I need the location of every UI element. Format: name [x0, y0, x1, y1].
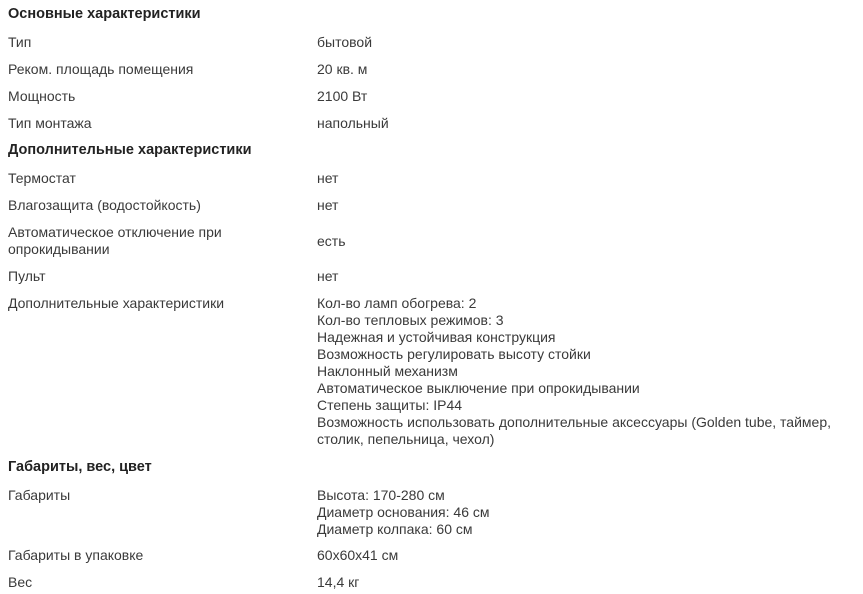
spec-label: Габариты в упаковке	[8, 547, 144, 563]
spec-value-line: 20 кв. м	[317, 61, 368, 77]
spec-value-line: нет	[317, 197, 339, 213]
spec-value	[317, 170, 861, 187]
spec-value-line: Возможность использовать дополнительные аксессуары (Golden tube, таймер, столик, пепельница, чехол)	[317, 414, 832, 447]
spec-value-line: Надежная и устойчивая конструкция	[317, 329, 556, 345]
spec-label: Термостат	[8, 170, 76, 186]
spec-label: Дополнительные характеристики	[8, 295, 225, 311]
spec-value	[317, 115, 861, 132]
spec-value	[317, 197, 861, 214]
spec-value-line: бытовой	[317, 34, 373, 50]
section-title-additional: Дополнительные характеристики	[8, 142, 252, 158]
spec-value	[317, 233, 861, 250]
spec-value-line: Наклонный механизм	[317, 363, 458, 379]
spec-value	[317, 88, 861, 105]
spec-value	[317, 574, 861, 591]
spec-value-line: напольный	[317, 115, 389, 131]
spec-value-line: Автоматическое выключение при опрокидывании	[317, 380, 640, 396]
spec-value-line: Высота: 170-280 см	[317, 487, 445, 503]
spec-label: Пульт	[8, 268, 46, 284]
spec-value-line: Диаметр основания: 46 см	[317, 504, 490, 520]
spec-value-line: Возможность регулировать высоту стойки	[317, 346, 591, 362]
spec-value-line: есть	[317, 233, 346, 249]
spec-label: Тип монтажа	[8, 115, 92, 131]
spec-value-line: 60x60x41 см	[317, 547, 399, 563]
spec-value-line: 14,4 кг	[317, 574, 360, 590]
spec-label: Габариты	[8, 487, 71, 503]
spec-label: Влагозащита (водостойкость)	[8, 197, 201, 213]
section-title-main: Основные характеристики	[8, 6, 201, 22]
spec-value	[317, 268, 861, 285]
spec-value-line: нет	[317, 170, 339, 186]
spec-value-list	[317, 487, 861, 538]
spec-value-line: нет	[317, 268, 339, 284]
spec-value-line: Кол-во тепловых режимов: 3	[317, 312, 504, 328]
spec-value-line: Кол-во ламп обогрева: 2	[317, 295, 477, 311]
spec-value-list	[317, 295, 861, 448]
spec-label: Тип	[8, 34, 32, 50]
spec-value-line: 2100 Вт	[317, 88, 368, 104]
spec-label: Вес	[8, 574, 33, 590]
section-title-dimensions: Габариты, вес, цвет	[8, 459, 152, 475]
spec-value-line: Степень защиты: IP44	[317, 397, 463, 413]
spec-label: Автоматическое отключение при опрокидывании	[8, 224, 222, 257]
spec-value-line: Диаметр колпака: 60 см	[317, 521, 473, 537]
spec-label: Реком. площадь помещения	[8, 61, 194, 77]
spec-label: Мощность	[8, 88, 76, 104]
spec-value	[317, 547, 861, 564]
spec-value	[317, 34, 861, 51]
spec-value	[317, 61, 861, 78]
